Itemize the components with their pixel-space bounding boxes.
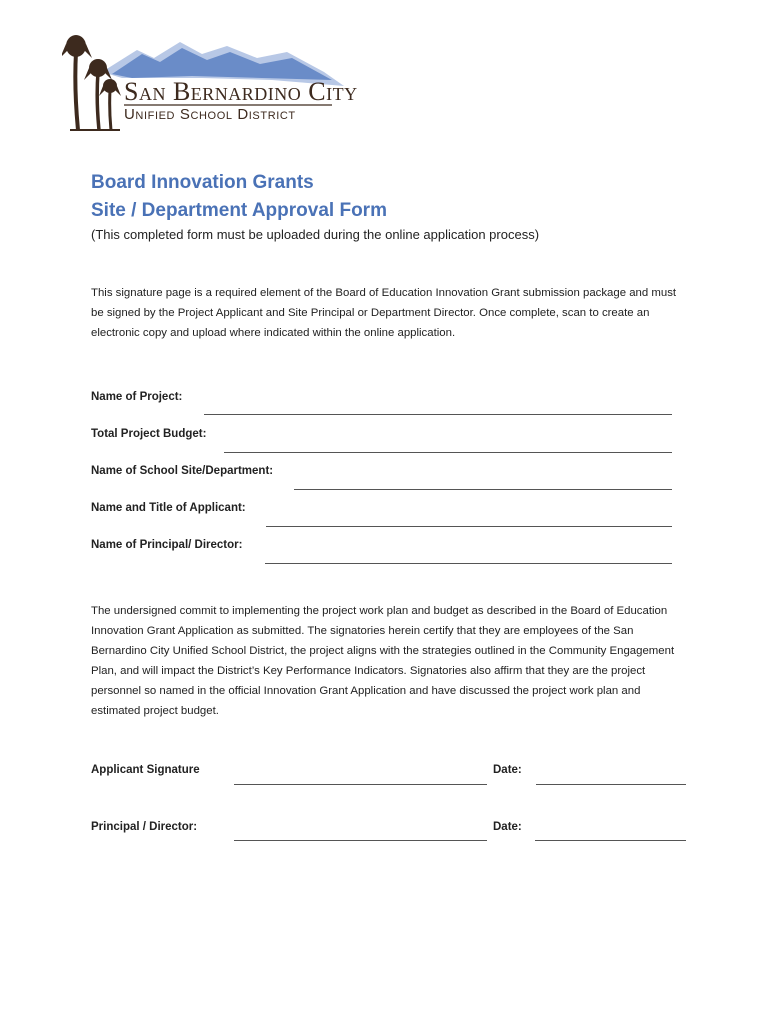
applicant-name-title-field[interactable] xyxy=(266,526,672,527)
site-department-label: Name of School Site/Department: xyxy=(91,465,274,477)
district-logo xyxy=(62,28,362,136)
logo-district-subtitle: Unified School District xyxy=(124,106,296,123)
project-name-label: Name of Project: xyxy=(91,391,183,403)
principal-signature-label: Principal / Director: xyxy=(91,821,198,833)
form-subtitle: (This completed form must be uploaded during the online application process) xyxy=(91,227,540,242)
form-title-line1: Board Innovation Grants xyxy=(91,172,314,193)
principal-director-label: Name of Principal/ Director: xyxy=(91,539,243,551)
applicant-date-label: Date: xyxy=(493,764,522,776)
applicant-signature-field[interactable] xyxy=(234,784,487,785)
principal-director-field[interactable] xyxy=(265,563,672,564)
applicant-signature-label: Applicant Signature xyxy=(91,764,200,776)
project-name-field[interactable] xyxy=(204,414,672,415)
form-title-line2: Site / Department Approval Form xyxy=(91,200,387,221)
commitment-paragraph: The undersigned commit to implementing the project work plan and budget as described in the Board of Education Innovation Grant Application as submitted. The signatories herein certify that they are employees of the San Bernardino City Unified School District, the project aligns with the strategies outlined in the Community Engagement Plan, and will impact the District’s Key Performance Indicators. Signatories also affirm that they are the project personnel so named in the official Innovation Grant Application and have discussed the project work plan and estimated project budget. xyxy=(91,605,675,717)
intro-paragraph: This signature page is a required element of the Board of Education Innovation Grant submission package and must be signed by the Project Applicant and Site Principal or Department Director. Once complete, scan to create an electronic copy and upload where indicated within the online application. xyxy=(91,287,677,339)
applicant-date-field[interactable] xyxy=(536,784,686,785)
site-department-field[interactable] xyxy=(294,489,672,490)
logo-district-name: San Bernardino City xyxy=(124,77,358,106)
total-budget-field[interactable] xyxy=(224,452,672,453)
total-budget-label: Total Project Budget: xyxy=(91,428,207,440)
principal-date-field[interactable] xyxy=(535,840,686,841)
principal-date-label: Date: xyxy=(493,821,522,833)
principal-signature-field[interactable] xyxy=(234,840,487,841)
applicant-name-title-label: Name and Title of Applicant: xyxy=(91,502,246,514)
